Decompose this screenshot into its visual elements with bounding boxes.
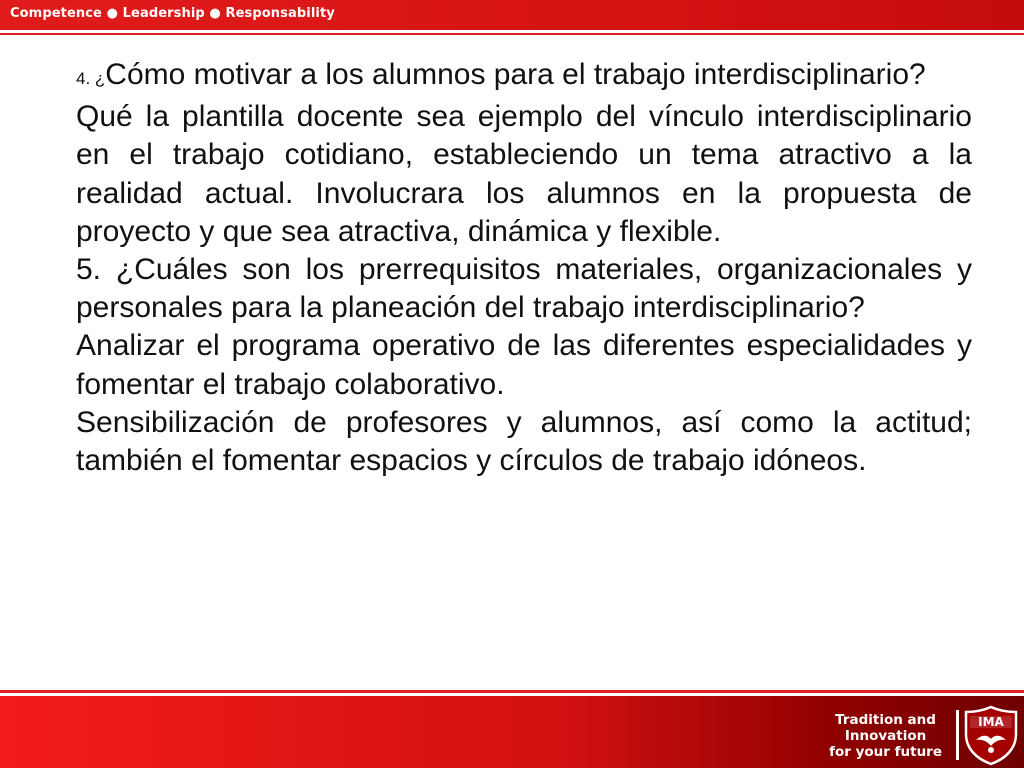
header-slogan: Competence ● Leadership ● Responsability (10, 6, 335, 21)
header-banner (0, 0, 1024, 30)
ima-logo (962, 704, 1020, 766)
tagline-line-2: Innovation (844, 728, 927, 744)
footer-tagline (829, 712, 942, 760)
question-4 (76, 56, 972, 98)
question-4-text: Cómo motivar a los alumnos para el trabajo interdisciplinario? (105, 58, 926, 91)
answer-4: Qué la plantilla docente sea ejemplo del vínculo interdisciplinario en el trabajo cotidiano, estableciendo un tema atractivo a la realidad actual. Involucrara los alumnos en la propuesta de proyecto y que sea atractiva, dinámica y flexible. (76, 100, 972, 248)
tagline-line-3: for your future (829, 744, 942, 760)
tagline-line-1: Tradition and (835, 712, 936, 728)
logo-text: IMA (978, 715, 1004, 729)
logo-divider (956, 710, 959, 760)
header-divider (0, 33, 1024, 35)
question-5: 5. ¿Cuáles son los prerrequisitos materiales, organizacionales y personales para la planeación del trabajo interdisciplinario? (76, 253, 972, 325)
answer-5-part-2: Sensibilización de profesores y alumnos, así como la actitud; también el fomentar espacios y círculos de trabajo idóneos. (76, 405, 972, 478)
question-4-number: 4. ¿ (76, 69, 106, 88)
slide-body (76, 56, 972, 480)
footer-divider (0, 690, 1024, 693)
answer-5-part-1: Analizar el programa operativo de las diferentes especialidades y fomentar el trabajo colaborativo. (76, 329, 972, 401)
